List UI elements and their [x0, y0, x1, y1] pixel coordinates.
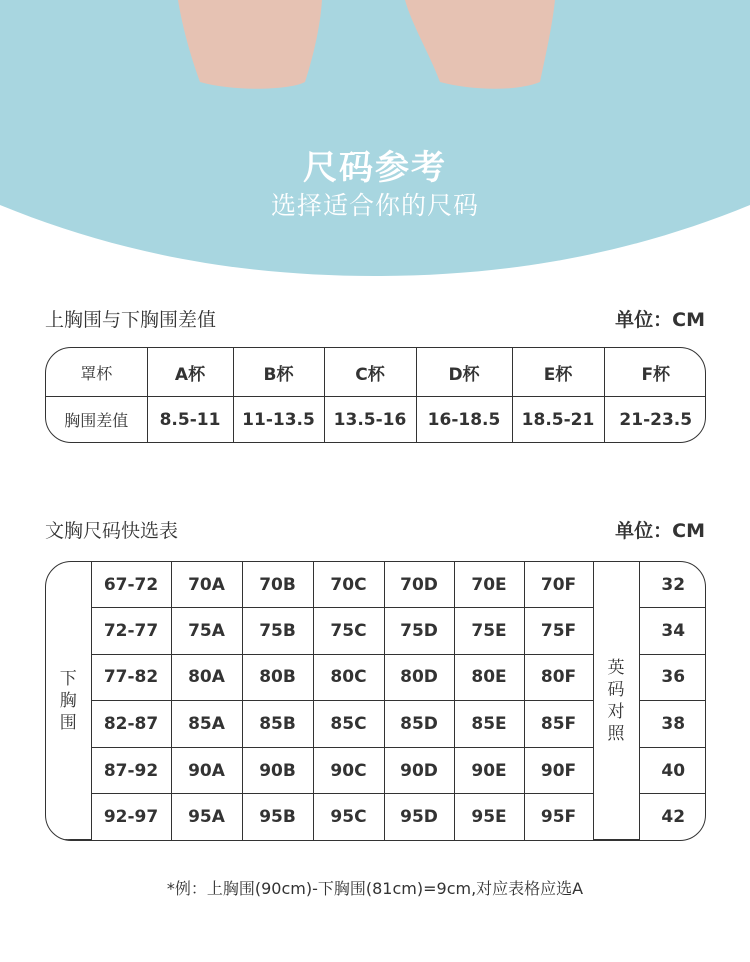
size-cell: 90D	[384, 747, 454, 794]
underbust-range-cell: 82-87	[91, 701, 171, 748]
uk-size-cell: 42	[639, 794, 706, 840]
banner	[0, 0, 750, 290]
size-cell: 95A	[171, 794, 242, 840]
underbust-label: 下 胸 围	[46, 562, 91, 840]
cup-header: D杯	[416, 348, 512, 397]
cup-header: B杯	[233, 348, 324, 397]
size-cell: 75D	[384, 608, 454, 655]
row-label-cup: 罩杯	[46, 348, 147, 397]
uk-size-cell: 34	[639, 608, 706, 655]
underbust-range-cell: 72-77	[91, 608, 171, 655]
table-row	[46, 397, 706, 442]
uk-size-cell: 38	[639, 701, 706, 748]
cup-header: F杯	[604, 348, 706, 397]
size-cell: 90F	[524, 747, 593, 794]
size-cell: 95B	[242, 794, 313, 840]
size-cell: 75F	[524, 608, 593, 655]
difference-cell: 21-23.5	[604, 397, 706, 442]
size-cell: 95E	[454, 794, 524, 840]
size-cell: 85F	[524, 701, 593, 748]
banner-title: 尺码参考	[303, 148, 447, 188]
size-cell: 75B	[242, 608, 313, 655]
size-cell: 70B	[242, 562, 313, 608]
size-cell: 75C	[313, 608, 384, 655]
size-quick-table	[45, 561, 706, 841]
table-row	[46, 562, 706, 608]
size-cell: 85C	[313, 701, 384, 748]
size-cell: 75A	[171, 608, 242, 655]
cup-section-unit: 单位：CM	[615, 309, 705, 331]
cup-difference-table	[45, 347, 706, 443]
difference-cell: 8.5-11	[147, 397, 233, 442]
size-cell: 80A	[171, 654, 242, 701]
size-cell: 85A	[171, 701, 242, 748]
size-cell: 75E	[454, 608, 524, 655]
underbust-range-cell: 67-72	[91, 562, 171, 608]
difference-cell: 11-13.5	[233, 397, 324, 442]
size-cell: 90A	[171, 747, 242, 794]
difference-cell: 18.5-21	[512, 397, 604, 442]
size-cell: 70F	[524, 562, 593, 608]
cup-header: A杯	[147, 348, 233, 397]
size-cell: 80D	[384, 654, 454, 701]
size-cell: 85B	[242, 701, 313, 748]
uk-size-cell: 40	[639, 747, 706, 794]
underbust-range-cell: 92-97	[91, 794, 171, 840]
uk-size-cell: 36	[639, 654, 706, 701]
size-cell: 70D	[384, 562, 454, 608]
uk-size-cell: 32	[639, 562, 706, 608]
size-cell: 80B	[242, 654, 313, 701]
size-cell: 90B	[242, 747, 313, 794]
size-cell: 85D	[384, 701, 454, 748]
example-note: *例：上胸围(90cm)-下胸围(81cm)=9cm,对应表格应选A	[166, 879, 584, 898]
size-cell: 80E	[454, 654, 524, 701]
table-row	[46, 348, 706, 397]
size-cell: 95F	[524, 794, 593, 840]
uk-size-label: 英 码 对 照	[593, 562, 639, 840]
underbust-range-cell: 77-82	[91, 654, 171, 701]
size-cell: 95D	[384, 794, 454, 840]
size-cell: 85E	[454, 701, 524, 748]
cup-header: C杯	[324, 348, 416, 397]
size-cell: 80C	[313, 654, 384, 701]
row-label-difference: 胸围差值	[46, 397, 147, 442]
cup-section-title: 上胸围与下胸围差值	[45, 309, 217, 331]
size-cell: 70A	[171, 562, 242, 608]
size-cell: 90C	[313, 747, 384, 794]
leg-left-image	[178, 0, 322, 89]
banner-subtitle: 选择适合你的尺码	[270, 191, 479, 220]
underbust-range-cell: 87-92	[91, 747, 171, 794]
size-cell: 90E	[454, 747, 524, 794]
size-cell: 70E	[454, 562, 524, 608]
size-cell: 95C	[313, 794, 384, 840]
difference-cell: 13.5-16	[324, 397, 416, 442]
difference-cell: 16-18.5	[416, 397, 512, 442]
size-section-unit: 单位：CM	[615, 520, 705, 542]
size-cell: 70C	[313, 562, 384, 608]
cup-header: E杯	[512, 348, 604, 397]
size-cell: 80F	[524, 654, 593, 701]
size-section-title: 文胸尺码快选表	[45, 520, 179, 542]
